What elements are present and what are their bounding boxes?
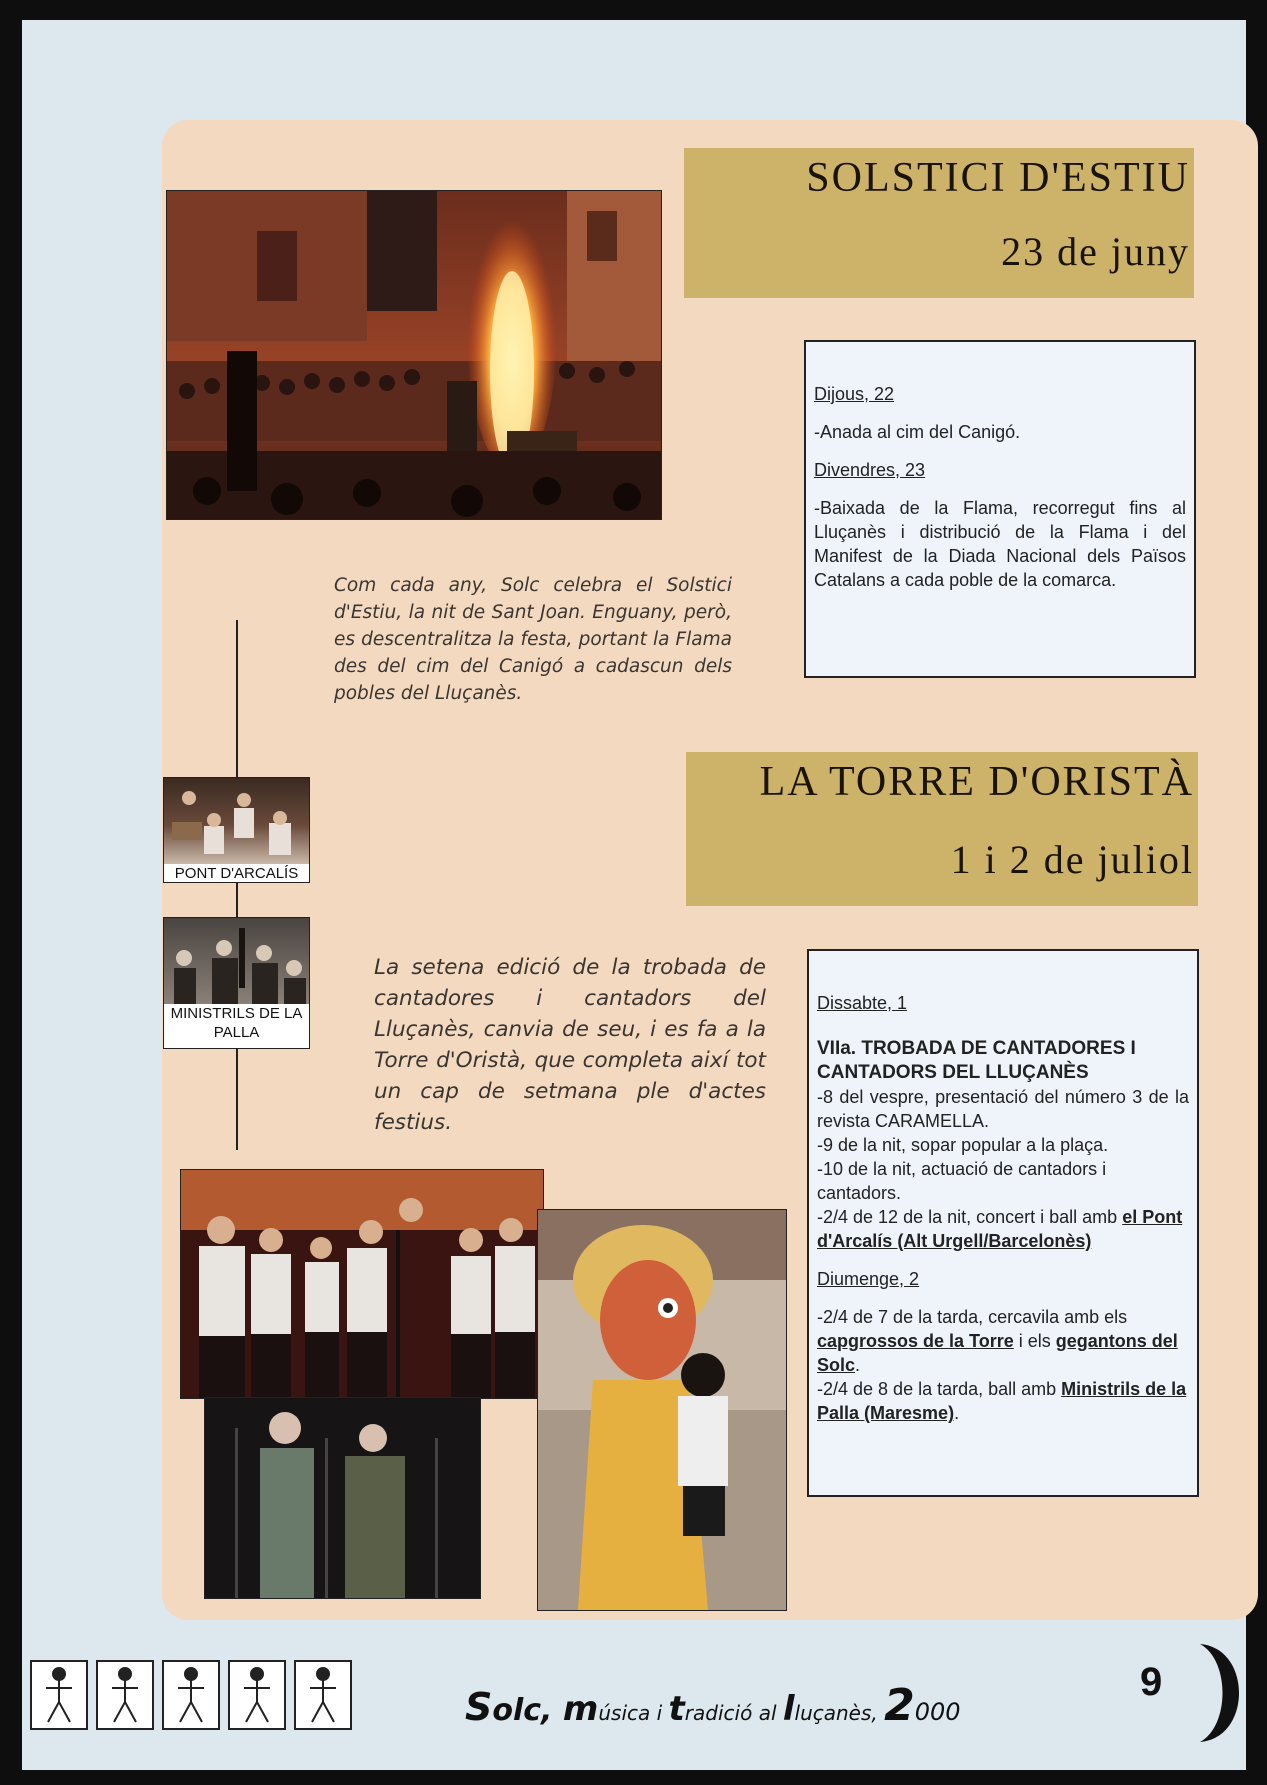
group-caption: MINISTRILS DE LA PALLA [170, 1005, 303, 1041]
group-photo-pont-darcalis [163, 777, 310, 883]
schedule-item: -9 de la nit, sopar popular a la plaça. [817, 1135, 1109, 1155]
group-photo-ministrils [163, 917, 310, 1049]
dancer-figurine-icon [294, 1660, 352, 1730]
footer-text: úsica [598, 1701, 657, 1725]
schedule-item: -Baixada de la Flama, recorregut fins al Lluçanès i distribució de la Flama i del Manifest de la Diada Nacional dels Països Catalans a cada poble de la comarca. [814, 498, 1186, 590]
schedule-text: . [855, 1355, 861, 1375]
page-number: 9 [1140, 1660, 1163, 1704]
schedule-item [817, 1377, 1189, 1425]
schedule-item: -Anada al cim del Canigó. [814, 422, 1021, 442]
schedule-text: -2/4 de 8 de la tarda, ball amb [817, 1379, 1062, 1399]
footer-letter: m [562, 1689, 599, 1729]
band-photo [164, 778, 309, 864]
singers-photo [204, 1397, 481, 1599]
dancer-figurine-icon [228, 1660, 286, 1730]
footer-title [465, 1680, 961, 1731]
footer-letter: l [782, 1689, 795, 1729]
performer-name: capgrossos de la Torre [817, 1331, 1014, 1351]
schedule-item: -10 de la nit, actuació de cantadors i cantadors. [817, 1159, 1107, 1203]
schedule-day: Dissabte, 1 [817, 993, 908, 1013]
footer-text: i [656, 1701, 669, 1725]
footer-letter: S [465, 1685, 493, 1729]
event-date: 23 de juny [1001, 229, 1190, 274]
footer-year-digit: 2 [884, 1680, 915, 1731]
content-panel [162, 120, 1258, 1620]
event-intro-torre: La setena edició de la trobada de cantadores i cantadors del Lluçanès, canvia de seu, i es fa a la Torre d'Oristà, que completa així tot un cap de setmana ple d'actes festius. [374, 955, 766, 1135]
footer-text: luçanès, [794, 1701, 885, 1725]
schedule-day: Dijous, 22 [814, 384, 895, 404]
band-photo [164, 918, 309, 1004]
performer-name: Ministrils de la Palla (Maresme) [817, 1379, 1187, 1423]
dancer-figurine-icon [30, 1660, 88, 1730]
event-title: LA TORRE D'ORISTÀ [759, 759, 1194, 805]
footer-text: radició [684, 1701, 759, 1725]
bonfire-photo [166, 190, 662, 520]
magazine-page [22, 20, 1246, 1770]
schedule-text: -2/4 de 12 de la nit, concert i ball amb [817, 1207, 1123, 1227]
performer-name: el Pont d'Arcalís (Alt Urgell/Barcelonès) [817, 1207, 1183, 1251]
schedule-day: Diumenge, 2 [817, 1269, 920, 1289]
event-banner-torre [686, 752, 1198, 906]
timeline-divider [236, 620, 238, 1150]
group-caption: PONT D'ARCALÍS [174, 865, 299, 882]
crescent-moon-icon [1182, 1638, 1252, 1748]
footer-text: al [758, 1701, 783, 1725]
schedule-text: i els [1013, 1331, 1056, 1351]
event-date: 1 i 2 de juliol [950, 837, 1194, 882]
schedule-headline: VIIa. TROBADA DE CANTADORES I CANTADORS DEL LLUÇANÈS [817, 1038, 1136, 1083]
children-choir-photo [180, 1169, 544, 1399]
performer-name: gegantons del Solc [817, 1331, 1178, 1375]
schedule-text: . [954, 1403, 960, 1423]
event-title: SOLSTICI D'ESTIU [806, 155, 1190, 201]
schedule-item [817, 1305, 1189, 1377]
schedule-text: -2/4 de 7 de la tarda, cercavila amb els [817, 1307, 1128, 1327]
dancer-figurine-icon [162, 1660, 220, 1730]
schedule-day: Divendres, 23 [814, 460, 926, 480]
dancer-figurine-icon [96, 1660, 154, 1730]
giant-figure-photo [537, 1209, 787, 1611]
schedule-item: -8 del vespre, presentació del número 3 de la revista CARAMELLA. [817, 1087, 1189, 1131]
footer-year-rest: 000 [914, 1698, 961, 1726]
schedule-item [817, 1205, 1189, 1253]
footer-letter: t [668, 1689, 685, 1729]
event-intro-solstici: Com cada any, Solc celebra el Solstici d'Estiu, la nit de Sant Joan. Enguany, però, es descentralitza la festa, portant la Flama des del cim del Canigó a cadascun dels pobles del Lluçanès. [334, 575, 732, 704]
footer-figurines [30, 1660, 346, 1730]
schedule-box-torre [807, 949, 1199, 1497]
event-banner-solstici [684, 148, 1194, 298]
schedule-box-solstici [804, 340, 1196, 678]
footer-text: olc, [492, 1693, 563, 1728]
